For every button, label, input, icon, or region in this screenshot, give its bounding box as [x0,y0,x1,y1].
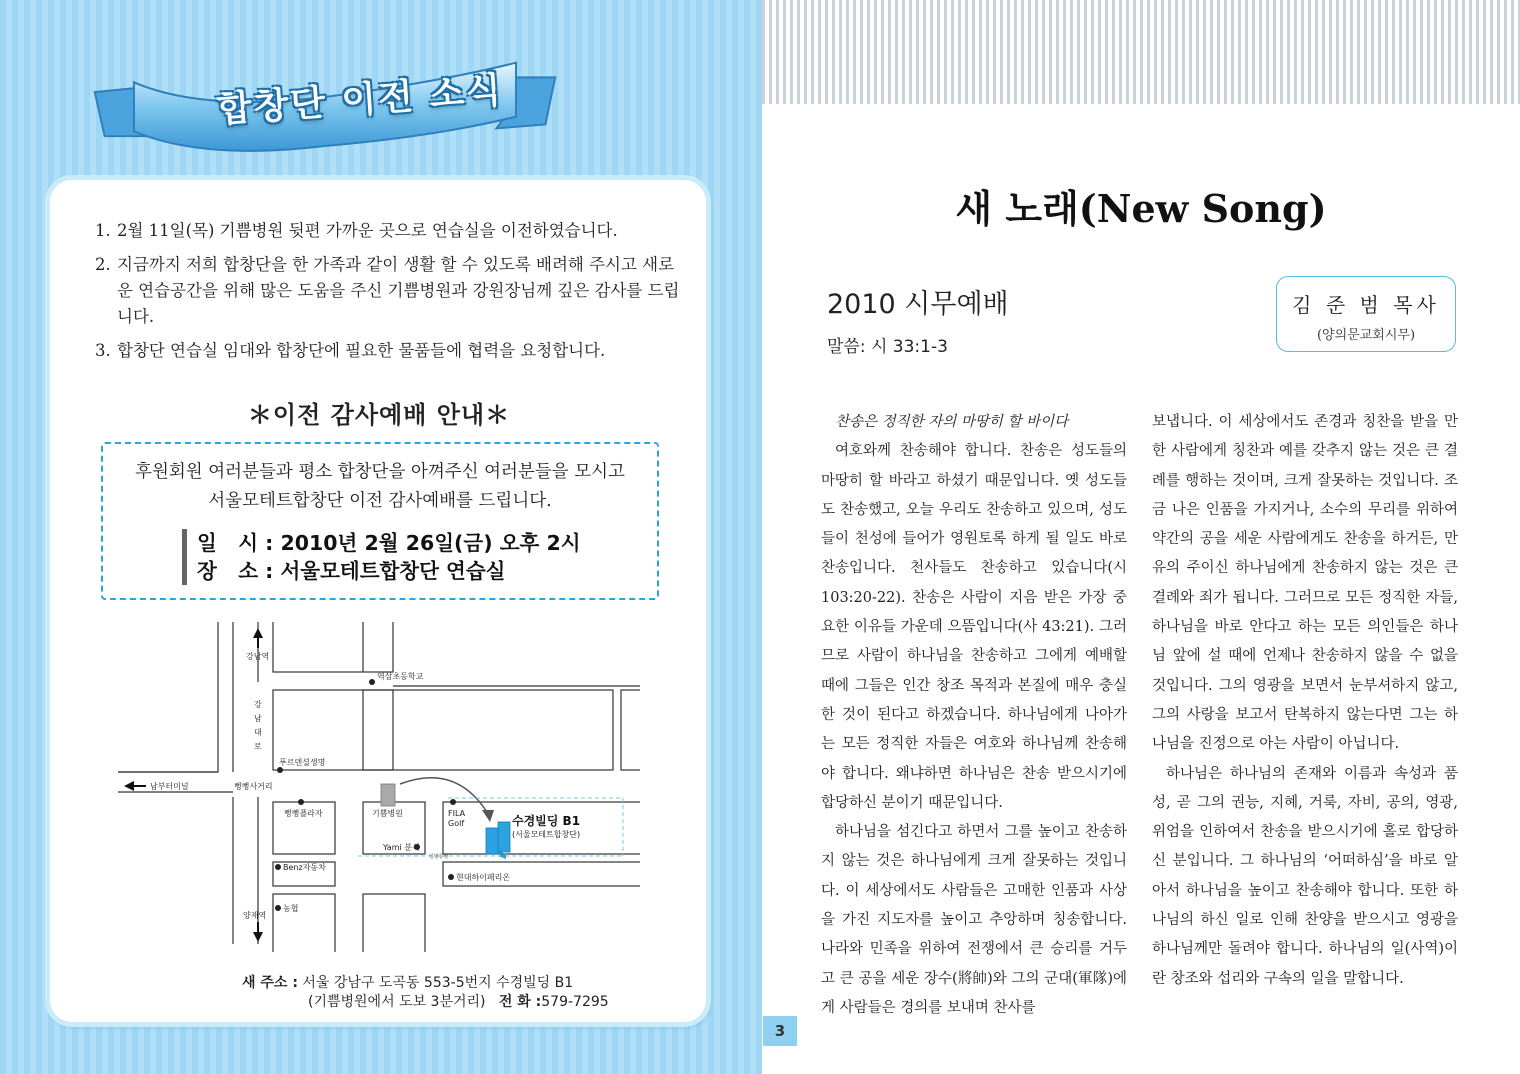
map-label-yeoksam-school: 역삼초등학교 [377,672,424,681]
map-label-hospital: 기쁨병원 [372,809,403,818]
map-label-destination-sub: (서울모테트합창단) [512,830,581,839]
section-title: ＊이전 감사예배 안내＊ [247,401,511,429]
map-label-benz: Benz자동차 [283,863,326,872]
article-paragraph: 하나님은 하나님의 존재와 이름과 속성과 품성, 곧 그의 권능, 지혜, 거룩, 자비, 공의, 영광, 위엄을 인하여서 찬송을 받으시기에 홀로 합당하신 분입니다. 그 하나님의 ‘어떠하심’을 바로 알아서 하나님을 높이고 찬송해야 합니다. 또한 하나님의 하신 일로 인해 찬양을 받으시고 영광을 하나님께만 돌려야 합니다. 하나님의 일(사역)이란 창조와 섭리와 구속의 일을 말합니다. [1152,765,1458,987]
map-label-one-way: 일방통행 [429,854,449,860]
article-paragraph: 보냅니다. 이 세상에서도 존경과 칭찬을 받을 만한 사람에게 칭찬과 예를 갖추지 않는 것은 큰 결례를 행하는 것이며, 크게 잘못하는 것입니다. 조금 나은 인품을 가지거나, 소수의 무리를 위하여 약간의 공을 세운 사람에게도 찬송을 하거든, 만유의 주이신 하나님에게 찬송하지 않는 것은 큰 결례와 죄가 됩니다. 그러므로 모든 정직한 자들, 하나님을 바로 안다고 하는 모든 의인들은 하나님 앞에 설 때에 언제나 찬송하지 않을 수 없을 것입니다. 그의 영광을 보면서 눈부셔하지 않고, 그의 사랑을 보고서 탄복하지 않는다면 그는 하나님을 진정으로 아는 사람이 아닙니다. [1152,414,1458,753]
banner-title: 합창단 이전 소식 [215,70,505,131]
page-title: 새 노래(New Song) [955,186,1327,231]
header-stripes [762,0,1520,104]
page-number: 3 [763,1016,797,1046]
map-label-yami: Yami 분식 [383,843,420,852]
address-block: 새 주소 : 서울 강남구 도곡동 553-5번지 수경빌딩 B1 (기쁨병원에서 도보 3분거리) 전 화 :579-7295 [242,975,609,1010]
invitation-text: 후원회원 여러분들과 평소 합창단을 아껴주신 여러분들을 모시고 서울모테트합창단 이전 감사예배를 드립니다. [135,462,625,511]
map-label-destination: 수경빌딩 B1 [512,814,581,828]
map-label-junction: 뻥뻥사거리 [234,782,273,791]
pastor-church: (양의문교회시무) [1316,328,1416,343]
address-value: 서울 강남구 도곡동 553-5번지 수경빌딩 B1 [302,975,574,991]
map-label-prudential: 푸르덴셜생명 [279,758,326,767]
article-column-left [821,408,1127,1023]
map-label-nambu-terminal: 남부터미널 [150,782,189,791]
scripture-reference: 말씀: 시 33:1-3 [827,337,948,357]
map-label-hyundai: 현대하이페리온 [456,873,511,882]
map-label-gangnam-daero-2: 남 [254,714,262,723]
notice-item: 1. 2월 11일(목) 기쁨병원 뒷편 가까운 곳으로 연습실을 이전하였습니다. [95,221,618,240]
schedule-place: 장 소 : 서울모테트합창단 연습실 [197,559,506,583]
map-label-gangnam-daero-3: 대 [254,728,262,737]
phone-value: 579-7295 [541,994,609,1010]
article-subheading: 찬송은 정직한 자의 마땅히 할 바이다 [835,414,1069,430]
notice-item: 3. 합창단 연습실 임대와 합창단에 필요한 물품들에 협력을 요청합니다. [95,341,606,360]
address-note: (기쁨병원에서 도보 3분거리) [308,994,486,1010]
location-map [118,622,640,952]
pastor-box [1276,276,1456,352]
map-label-gangnam-station: 강남역 [246,652,270,661]
article-column-right [1152,408,1458,994]
article-paragraph: 하나님을 섬긴다고 하면서 그를 높이고 찬송하지 않는 것은 하나님에게 크게 잘못하는 것입니다. 이 세상에서도 사람들은 고매한 인품과 사상을 가진 지도자를 높이고 추앙하며 칭송합니다. 나라와 민족을 위하여 전쟁에서 큰 승리를 거두고 큰 공을 세운 장수(將帥)와 그의 군대(軍隊)에게 사람들은 경의를 보내며 찬사를 [821,824,1127,1016]
map-label-gangnam-daero-4: 로 [254,742,262,751]
map-label-golf: Golf [448,819,465,828]
notice-list [95,218,685,372]
sermon-title: 2010 시무예배 [827,289,1009,320]
map-label-plaza: 뻥뻥플라자 [284,809,323,818]
map-label-yangjae-station: 양재역 [243,911,267,920]
map-label-gangnam-daero-1: 강 [254,700,262,709]
schedule-date: 일 시 : 2010년 2월 26일(금) 오후 2시 [197,531,581,555]
pastor-name: 김 준 범 목사 [1292,293,1440,317]
map-label-fila: FILA [448,809,466,818]
schedule-block [182,529,581,585]
article-paragraph: 여호와께 찬송해야 합니다. 찬송은 성도들의 마땅히 할 바라고 하셨기 때문입니다. 옛 성도들도 찬송했고, 오늘 우리도 찬송하고 있으며, 성도들이 천성에 들어가 영원토록 하게 될 일도 바로 찬송입니다. 천사들도 찬송하고 있습니다(시 103:20-22). 찬송은 사람이 지음 받은 가장 중요한 이유들 가운데 으뜸입니다(사 43:21). 그러므로 사람이 하나님을 찬송하고 그에게 예배할 때에 그들은 인간 창조 목적과 본질에 매우 충실한 것이 된다고 하겠습니다. 하나님에게 나아가는 모든 정직한 자들은 여호와 하나님께 찬송해야 합니다. 왜냐하면 하나님은 찬송 받으시기에 합당하신 분이기 때문입니다. [821,443,1127,811]
notice-item: 2. 지금까지 저희 합창단을 한 가족과 같이 생활 할 수 있도록 배려해 주시고 새로운 연습공간을 위해 많은 도움을 주신 기쁨병원과 강원장님께 깊은 감사를 드립니다. [95,255,680,326]
map-label-nonghyup: 농협 [283,904,299,913]
